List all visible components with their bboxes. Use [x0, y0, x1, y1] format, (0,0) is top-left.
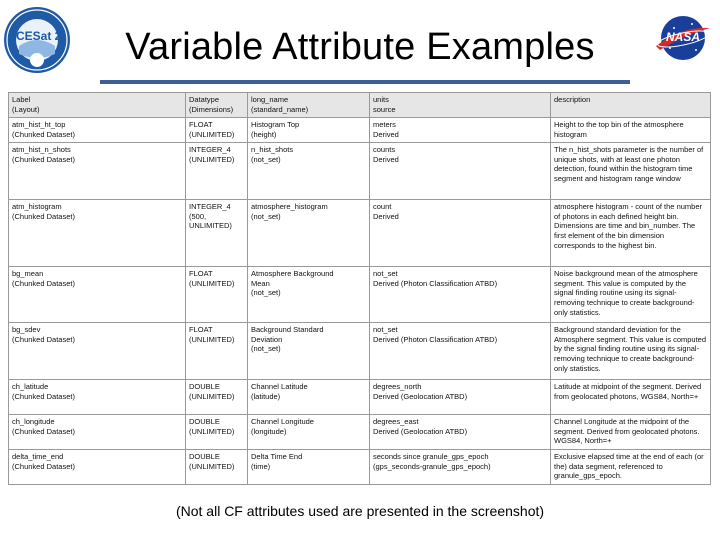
header-cell: units source [370, 93, 551, 118]
label-cell: delta_time_end (Chunked Dataset) [9, 449, 186, 484]
description-cell: Latitude at midpoint of the segment. Derived from geolocated photons, WGS84, North=+ [551, 379, 711, 414]
description-cell: Background standard deviation for the Atmosphere segment. This value is computed by the signal finding routine using its signal-removing technique to create background-only statistics. [551, 322, 711, 379]
label-cell: atm_hist_n_shots (Chunked Dataset) [9, 142, 186, 199]
description-cell: atmosphere histogram - count of the number of photons in each defined height bin. Dimensions are time and bin_number. The first element of the bin dimension corresponds to the highest bin. [551, 199, 711, 266]
units-cell: degrees_east Derived (Geolocation ATBD) [370, 414, 551, 449]
description-cell: The n_hist_shots parameter is the number of unique shots, with at least one photon detection, found within the histogram time segment and histogram range window [551, 142, 711, 199]
datatype-cell: DOUBLE (UNLIMITED) [186, 414, 248, 449]
datatype-cell: FLOAT (UNLIMITED) [186, 266, 248, 322]
datatype-cell: INTEGER_4 (UNLIMITED) [186, 142, 248, 199]
units-cell: degrees_north Derived (Geolocation ATBD) [370, 379, 551, 414]
label-cell: ch_longitude (Chunked Dataset) [9, 414, 186, 449]
datatype-cell: INTEGER_4 (500, UNLIMITED) [186, 199, 248, 266]
table-row [9, 199, 711, 266]
label-cell: bg_mean (Chunked Dataset) [9, 266, 186, 322]
header-cell: Label (Layout) [9, 93, 186, 118]
datatype-cell: FLOAT (UNLIMITED) [186, 117, 248, 142]
caption-note: (Not all CF attributes used are presented in the screenshot) [175, 503, 545, 519]
long-name-cell: Histogram Top (height) [248, 117, 370, 142]
units-cell: meters Derived [370, 117, 551, 142]
table-row [9, 266, 711, 322]
long-name-cell: Atmosphere Background Mean (not_set) [248, 266, 370, 322]
label-cell: ch_latitude (Chunked Dataset) [9, 379, 186, 414]
units-cell: not_set Derived (Photon Classification ATBD) [370, 266, 551, 322]
label-cell: atm_hist_ht_top (Chunked Dataset) [9, 117, 186, 142]
table-row [9, 142, 711, 199]
header-cell: long_name (standard_name) [248, 93, 370, 118]
long-name-cell: Channel Latitude (latitude) [248, 379, 370, 414]
datatype-cell: FLOAT (UNLIMITED) [186, 322, 248, 379]
header-cell: Datatype (Dimensions) [186, 93, 248, 118]
units-cell: counts Derived [370, 142, 551, 199]
description-cell: Height to the top bin of the atmosphere histogram [551, 117, 711, 142]
long-name-cell: atmosphere_histogram (not_set) [248, 199, 370, 266]
description-cell: Exclusive elapsed time at the end of each (or the) data segment, referenced to granule_gps_epoch. [551, 449, 711, 484]
table-header-row [9, 93, 711, 118]
icesat2-logo-text: ICESat 2 [12, 29, 62, 43]
long-name-cell: n_hist_shots (not_set) [248, 142, 370, 199]
nasa-logo-text: NASA [665, 30, 700, 44]
table-row [9, 379, 711, 414]
slide-title: Variable Attribute Examples [125, 26, 595, 68]
description-cell: Noise background mean of the atmosphere segment. This value is computed by the signal finding routine using its signal-removing technique to create background-only statistics. [551, 266, 711, 322]
units-cell: seconds since granule_gps_epoch (gps_seconds-granule_gps_epoch) [370, 449, 551, 484]
units-cell: not_set Derived (Photon Classification ATBD) [370, 322, 551, 379]
label-cell: bg_sdev (Chunked Dataset) [9, 322, 186, 379]
table-row [9, 449, 711, 484]
label-cell: atm_histogram (Chunked Dataset) [9, 199, 186, 266]
table-row [9, 322, 711, 379]
title-underline [100, 80, 630, 84]
description-cell: Channel Longitude at the midpoint of the segment. Derived from geolocated photons. WGS84, North=+ [551, 414, 711, 449]
table-row [9, 414, 711, 449]
header-cell: description [551, 93, 711, 118]
units-cell: count Derived [370, 199, 551, 266]
long-name-cell: Delta Time End (time) [248, 449, 370, 484]
datatype-cell: DOUBLE (UNLIMITED) [186, 449, 248, 484]
long-name-cell: Background Standard Deviation (not_set) [248, 322, 370, 379]
attribute-table [8, 92, 711, 485]
table-row [9, 117, 711, 142]
long-name-cell: Channel Longitude (longitude) [248, 414, 370, 449]
datatype-cell: DOUBLE (UNLIMITED) [186, 379, 248, 414]
